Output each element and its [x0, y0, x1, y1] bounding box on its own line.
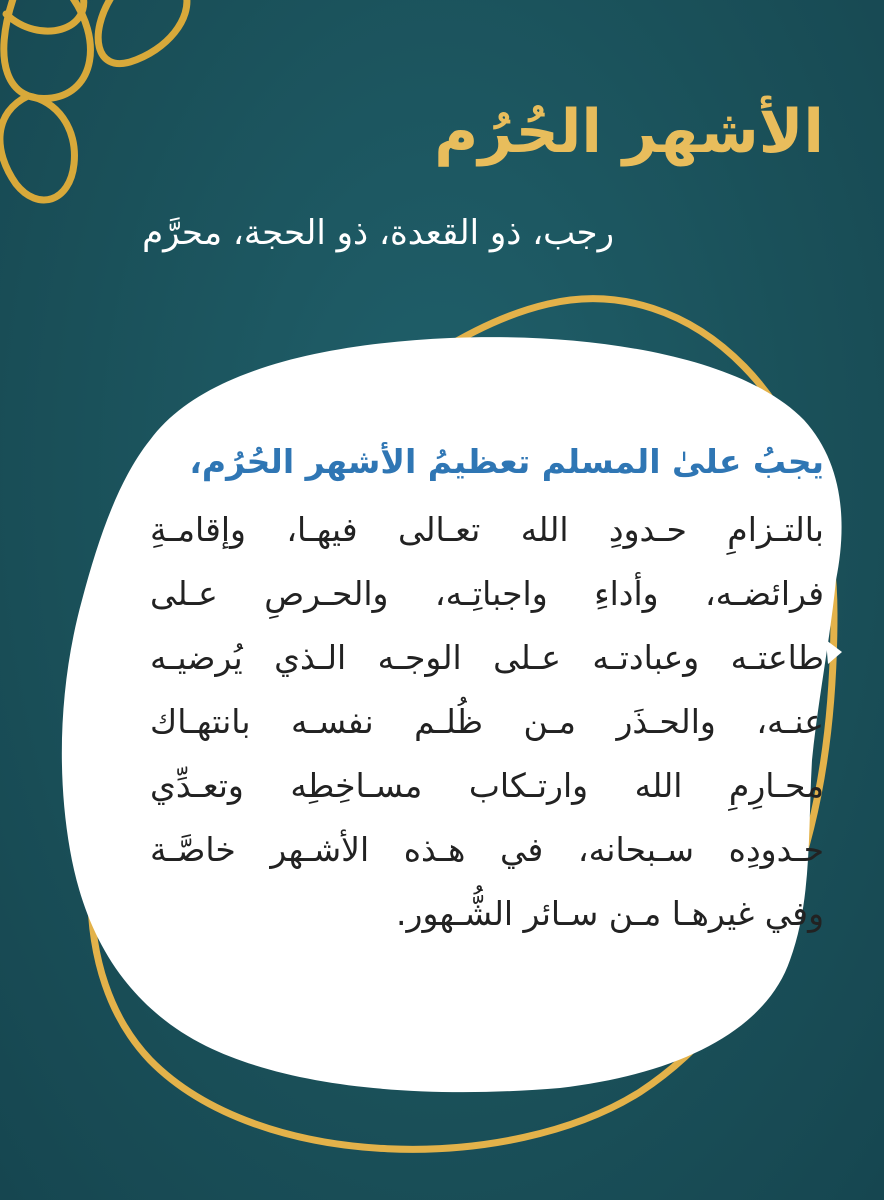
- text-line: فرائضـه، وأداءِ واجباتِـه، والحـرصِ عـلى: [150, 574, 824, 613]
- text-line: محـارِمِ الله وارتـكاب مسـاخِطِه وتعـدِّي: [150, 766, 824, 805]
- text-line: وفي غيرهـا مـن سـائر الشُّـهور.: [396, 894, 824, 933]
- text-line: عنـه، والحـذَر مـن ظُلـم نفسـه بانتهـاك: [150, 702, 824, 741]
- text-line: بالتـزامِ حـدودِ الله تعـالى فيهـا، وإقامـةِ: [150, 510, 824, 549]
- page-title: الأشهر الحُرُم: [434, 97, 824, 167]
- text-line: حـدودِه سـبحانه، في هـذه الأشـهر خاصَّـة: [150, 830, 824, 869]
- lead-sentence: يجبُ علىٰ المسلم تعظيمُ الأشهر الحُرُم،: [189, 442, 824, 481]
- gold-loop-ornament: [0, 0, 187, 200]
- months-subtitle: رجب، ذو القعدة، ذو الحجة، محرَّم: [142, 213, 614, 253]
- text-line: طاعتـه وعبادتـه عـلى الوجـه الـذي يُرضيـه: [150, 638, 824, 677]
- body-text: [150, 432, 824, 946]
